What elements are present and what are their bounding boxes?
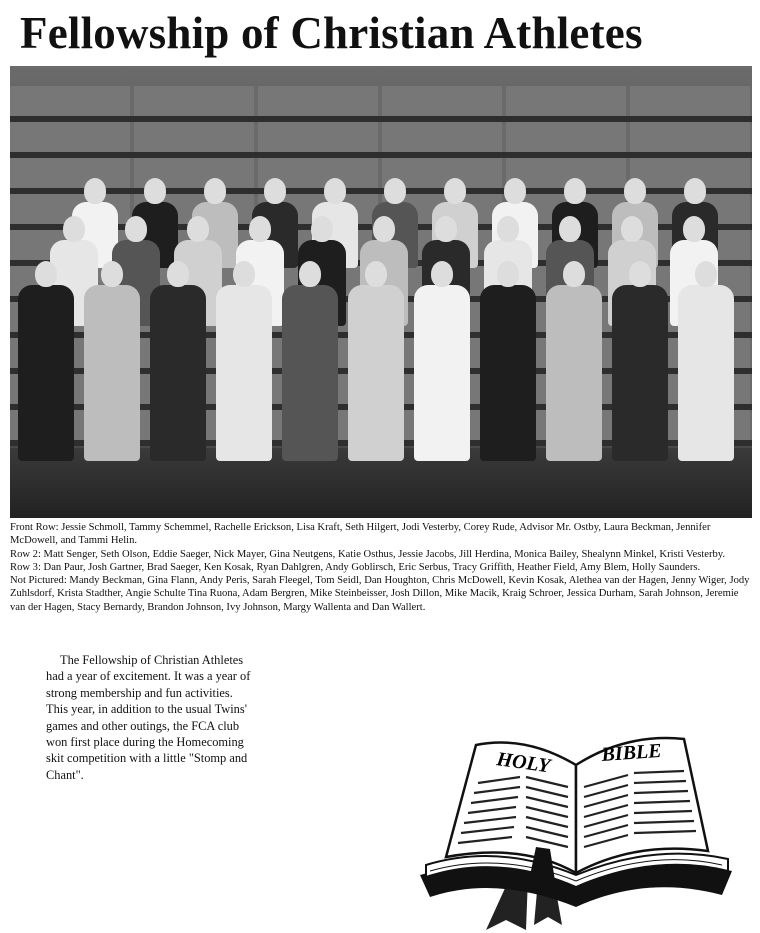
photo-person: [282, 261, 338, 461]
photo-person: [18, 261, 74, 461]
article-text: [46, 652, 256, 783]
photo-person: [480, 261, 536, 461]
group-photo: [10, 66, 752, 518]
photo-person: [612, 261, 668, 461]
caption-not-pictured: Not Pictured: Mandy Beckman, Gina Flann, Andy Peris, Sarah Fleegel, Tom Seidl, Dan Houghton, Chris McDowell, Kevin Kosak, Alethea van der Hagen, Jenny Wiger, Jody Zuhlsdorf, Krista Stadther, Angie Schulte Tina Ruona, Adam Bergren, Mike Steinbeisser, Josh Dillon, Mike Macik, Kraig Schroer, Jessica Durham, Sarah Johnson, Jeremie van der Hagen, Stacy Bernardy, Brandon Johnson, Ivy Johnson, Margy Wallenta and Dan Wallert.: [10, 575, 750, 613]
photo-person: [216, 261, 272, 461]
photo-person: [546, 261, 602, 461]
bible-left-word: HOLY: [495, 748, 552, 778]
caption-row-3: Row 3: Dan Paur, Josh Gartner, Brad Saeger, Ken Kosak, Ryan Dahlgren, Andy Goblirsch, Eric Serbus, Tracy Griffith, Heather Field, Amy Blem, Holly Saunders.: [10, 561, 701, 573]
photo-person: [150, 261, 206, 461]
photo-person: [84, 261, 140, 461]
photo-caption: [10, 521, 752, 614]
bible-right-word: BIBLE: [600, 739, 663, 766]
photo-person: [678, 261, 734, 461]
article-paragraph: The Fellowship of Christian Athletes had a year of excitement. It was a year of strong membership and fun activities. This year, in addition to the usual Twins' games and other outings, the FCA club won first place during the Homecoming skit competition with a little "Stomp and Chant".: [46, 653, 251, 782]
photo-person: [414, 261, 470, 461]
caption-row-2: Row 2: Matt Senger, Seth Olson, Eddie Saeger, Nick Mayer, Gina Neutgens, Katie Osthus, Jessie Jacobs, Jill Herdina, Monica Bailey, Shealynn Minkel, Kristi Vesterby.: [10, 548, 726, 560]
holy-bible-illustration: [416, 725, 738, 930]
page-title: Fellowship of Christian Athletes: [20, 8, 643, 58]
photo-person: [348, 261, 404, 461]
caption-front-row: Front Row: Jessie Schmoll, Tammy Schemmel, Rachelle Erickson, Lisa Kraft, Seth Hilgert, Jodi Vesterby, Corey Rude, Advisor Mr. Ostby, Laura Beckman, Jennifer McDowell, and Tammi Helin.: [10, 522, 711, 547]
